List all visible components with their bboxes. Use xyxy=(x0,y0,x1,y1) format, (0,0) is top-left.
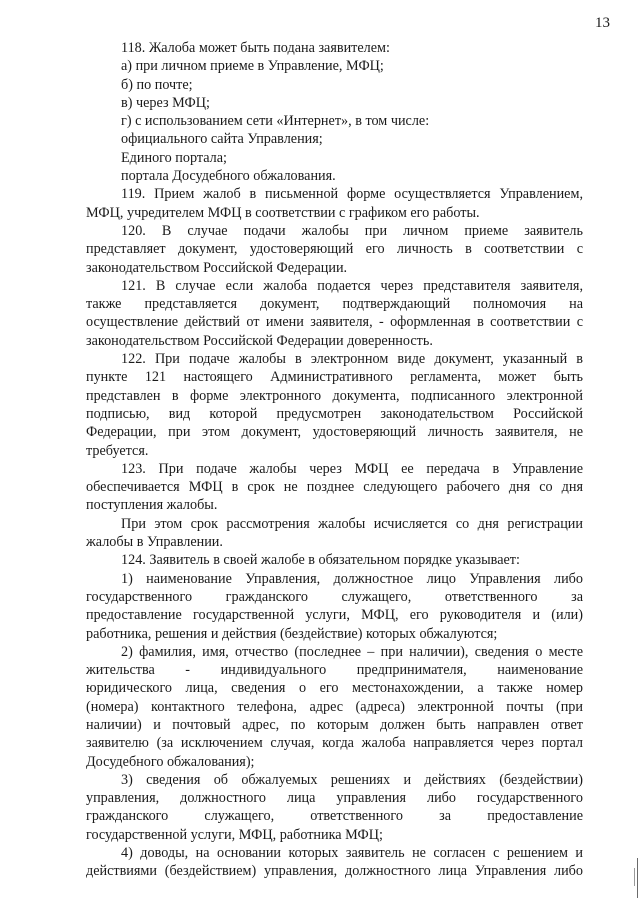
text-line: также представляется документ, подтверждающий полномочия на xyxy=(86,296,583,313)
text-line: государственной услуги, МФЦ, работника МФЦ; xyxy=(86,826,383,843)
text-line: законодательством Российской Федерации. xyxy=(86,259,348,276)
text-line: а) при личном приеме в Управление, МФЦ; xyxy=(121,58,384,75)
text-line: официального сайта Управления; xyxy=(121,131,323,148)
text-line: 1) наименование Управления, должностное лицо Управления либо xyxy=(121,570,583,587)
text-line: б) по почте; xyxy=(121,76,193,93)
text-line: представлен в форме электронного документа, подписанного электронной xyxy=(86,387,583,404)
scan-edge-mark xyxy=(634,868,635,886)
text-line: жительства - индивидуального предпринимателя, наименование xyxy=(86,662,583,679)
text-line: юридического лица, сведения о его местонахождении, а также номер xyxy=(86,680,583,697)
text-line: наличии) и почтовый адрес, по которым должен быть направлен ответ xyxy=(86,716,583,733)
page-number: 13 xyxy=(595,15,610,31)
text-line: подписью, вид которой предусмотрен законодательством Российской xyxy=(86,405,583,422)
text-line: гражданского служащего, ответственного за предоставление xyxy=(86,808,583,825)
text-line: 4) доводы, на основании которых заявитель не согласен с решением и xyxy=(121,845,583,862)
text-line: МФЦ, учредителем МФЦ в соответствии с графиком его работы. xyxy=(86,204,480,221)
text-line: 123. При подаче жалобы через МФЦ ее передача в Управление xyxy=(121,460,583,477)
text-line: заявителю (за исключением случая, когда жалоба направляется через портал xyxy=(86,735,583,752)
text-line: пункте 121 настоящего Административного регламента, может быть xyxy=(86,369,583,386)
text-line: обеспечивается МФЦ в срок не позднее следующего рабочего дня со дня xyxy=(86,479,583,496)
text-line: 118. Жалоба может быть подана заявителем: xyxy=(121,40,390,56)
text-line: представляет документ, удостоверяющий его личность в соответствии с xyxy=(86,241,583,258)
text-line: работника, решения и действия (бездействие) которых обжалуются; xyxy=(86,625,498,642)
text-line: При этом срок рассмотрения жалобы исчисляется со дня регистрации xyxy=(121,515,583,532)
text-line: поступления жалобы. xyxy=(86,497,218,514)
text-line: 124. Заявитель в своей жалобе в обязательном порядке указывает: xyxy=(121,552,520,569)
text-line: портала Досудебного обжалования. xyxy=(121,168,336,185)
text-line: требуется. xyxy=(86,442,149,459)
text-line: 2) фамилия, имя, отчество (последнее – при наличии), сведения о месте xyxy=(121,643,583,660)
text-line: жалобы в Управлении. xyxy=(86,534,223,551)
text-line: предоставление государственной услуги, МФЦ, его руководителя и (или) xyxy=(86,607,583,624)
text-line: (номера) контактного телефона, адрес (адреса) электронной почты (при xyxy=(86,698,583,715)
text-line: 122. При подаче жалобы в электронном виде документ, указанный в xyxy=(121,351,583,368)
text-line: в) через МФЦ; xyxy=(121,94,210,111)
text-line: законодательством Российской Федерации доверенность. xyxy=(86,332,433,349)
text-line: 120. В случае подачи жалобы при личном приеме заявитель xyxy=(121,222,583,239)
text-line: действиями (бездействием) управления, должностного лица Управления либо xyxy=(86,863,583,880)
text-line: 3) сведения об обжалуемых решениях и действиях (бездействии) xyxy=(121,771,583,788)
text-line: Досудебного обжалования); xyxy=(86,753,255,770)
text-line: управления, должностного лица управления либо государственного xyxy=(86,790,583,807)
text-line: г) с использованием сети «Интернет», в том числе: xyxy=(121,113,430,130)
text-line: Единого портала; xyxy=(121,149,227,166)
text-line: государственного гражданского служащего, ответственного за xyxy=(86,588,583,605)
scan-edge-mark xyxy=(637,858,638,898)
text-line: 119. Прием жалоб в письменной форме осуществляется Управлением, xyxy=(121,186,583,203)
text-line: 121. В случае если жалоба подается через представителя заявителя, xyxy=(121,277,583,294)
text-line: Федерации, при этом документ, удостоверяющий личность заявителя, не xyxy=(86,424,583,441)
text-line: осуществление действий от имени заявителя, - оформленная в соответствии с xyxy=(86,314,583,331)
document-body xyxy=(86,39,583,881)
